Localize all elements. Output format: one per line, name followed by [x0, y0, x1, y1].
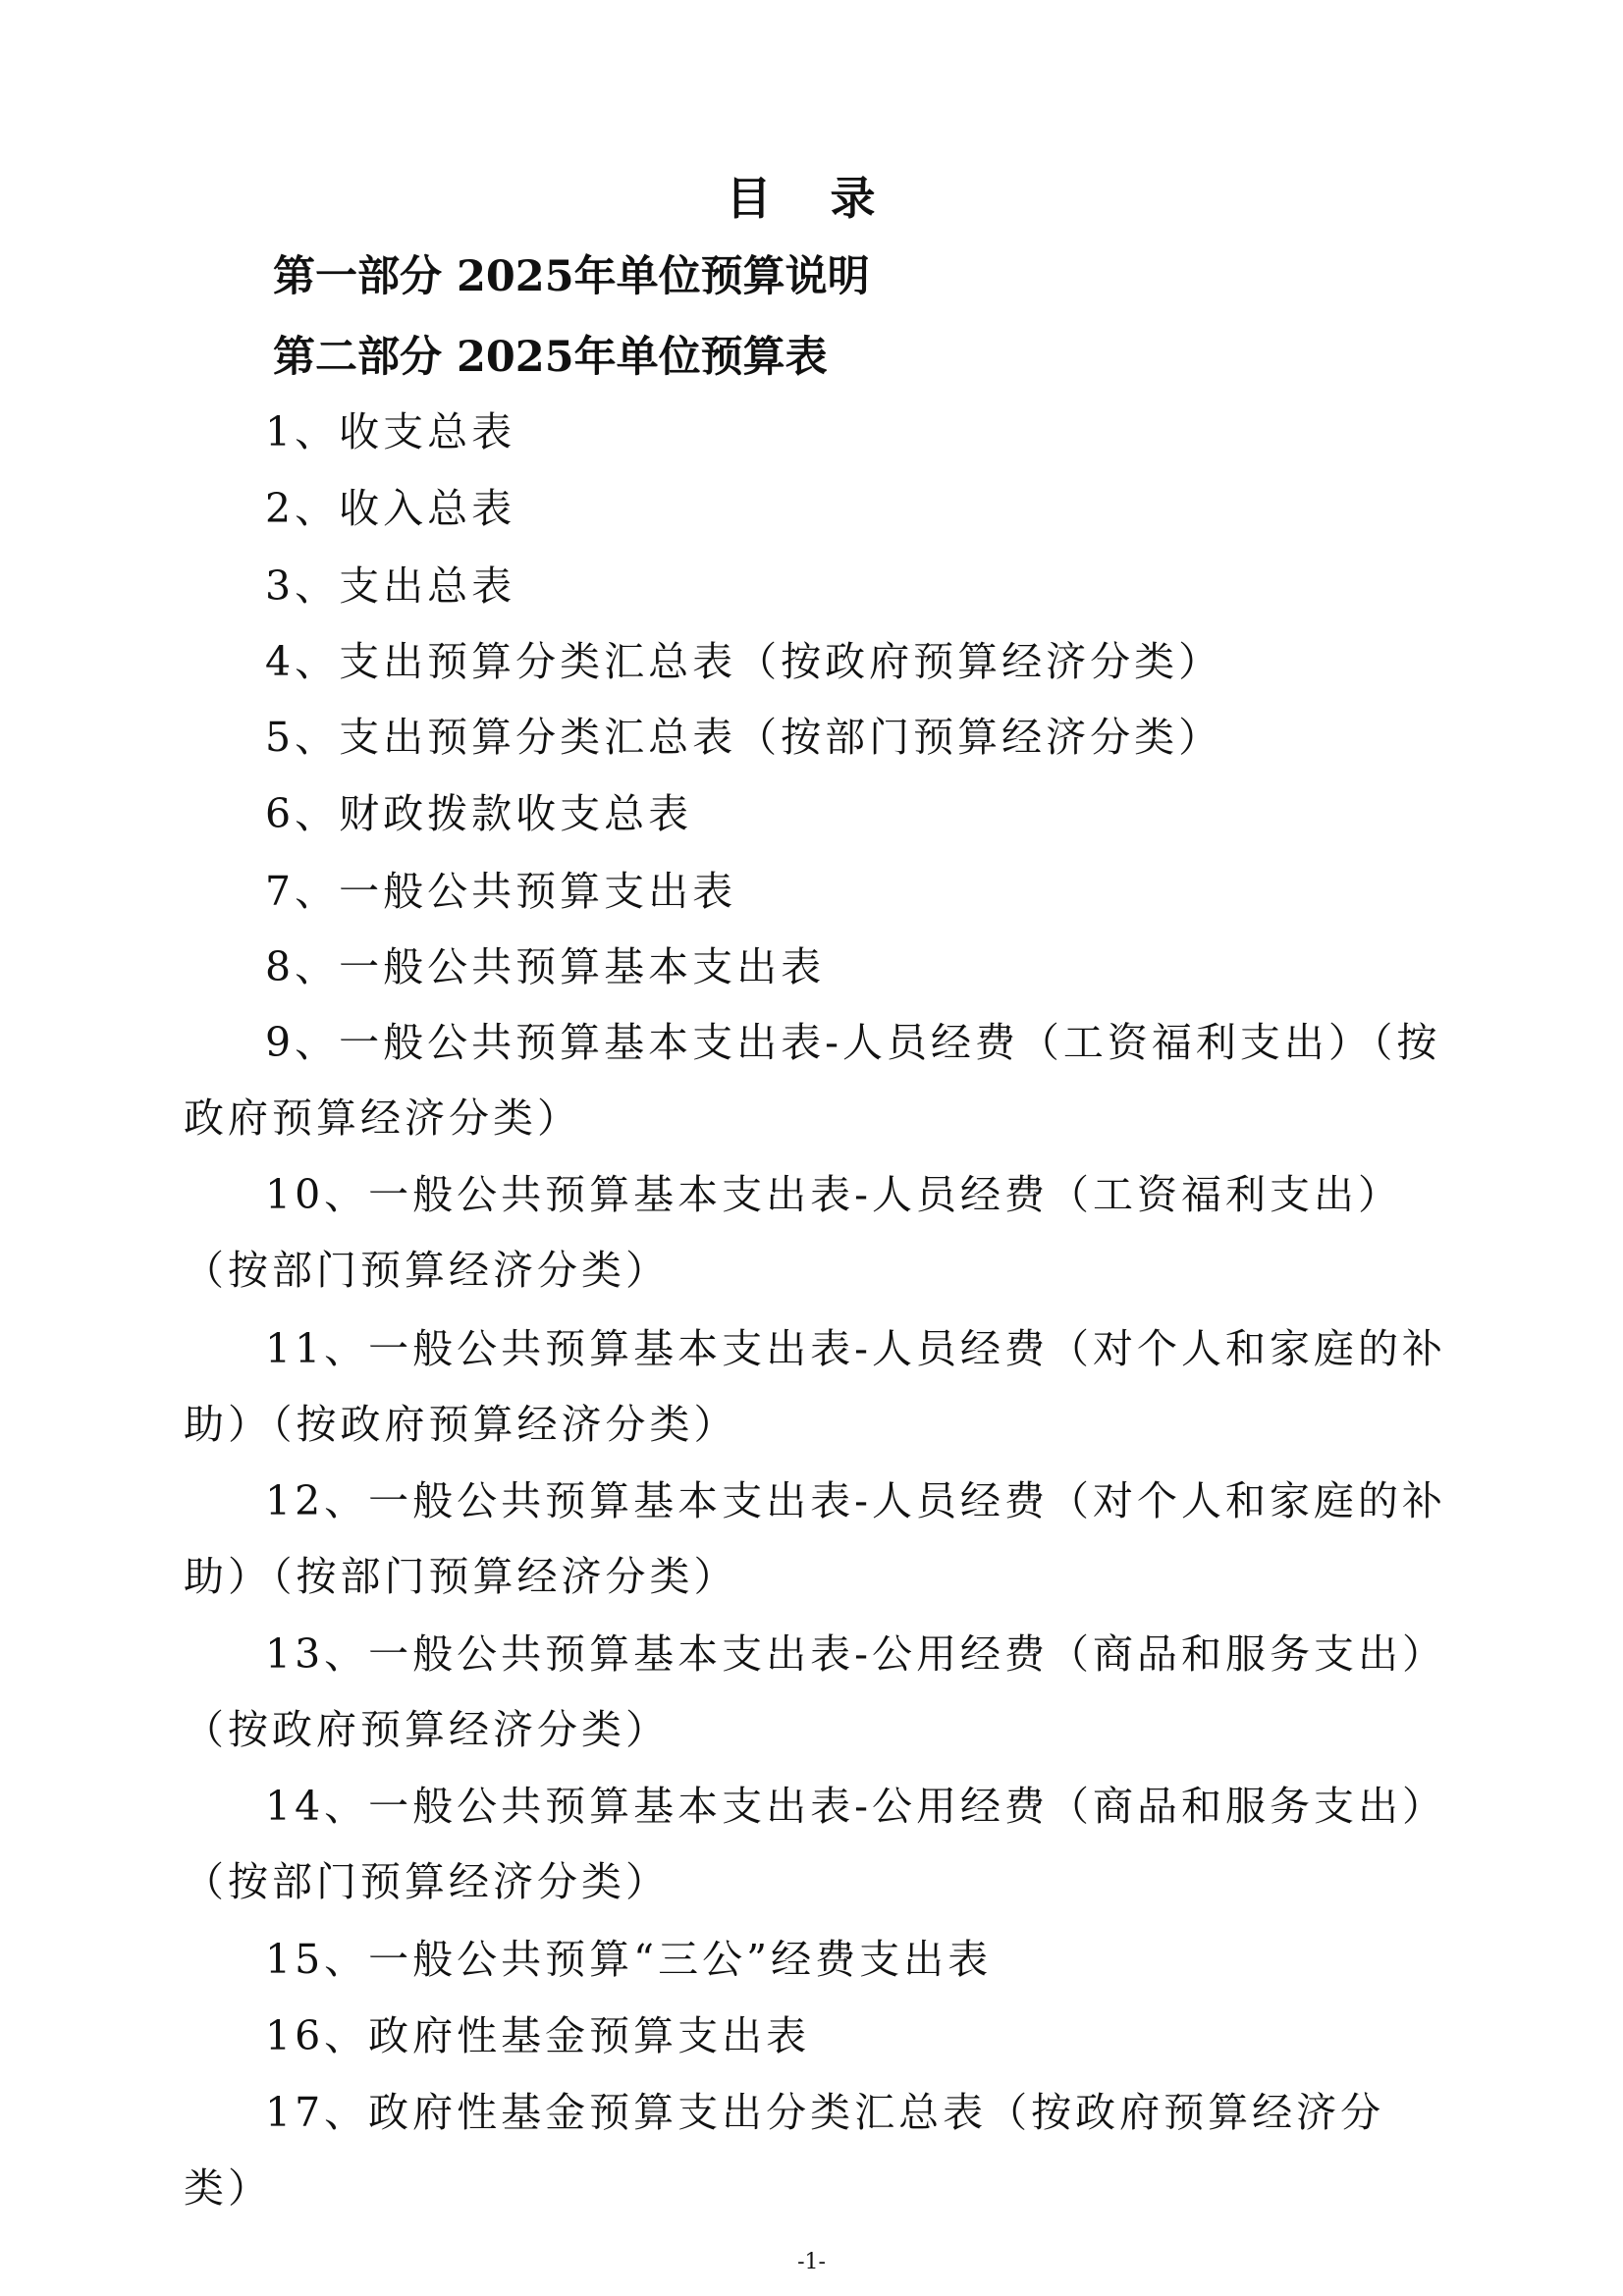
toc-entry-10: 10、一般公共预算基本支出表-人员经费（工资福利支出）（按部门预算经济分类）: [184, 1171, 1403, 1294]
toc-entry-15: 15、一般公共预算“三公”经费支出表: [265, 1936, 993, 1983]
toc-entry-4: 4、支出预算分类汇总表（按政府预算经济分类）: [265, 638, 1223, 685]
toc-entry-16: 16、政府性基金预算支出表: [265, 2012, 811, 2059]
toc-entry-7: 7、一般公共预算支出表: [265, 868, 737, 915]
toc-entry-12: 12、一般公共预算基本支出表-人员经费（对个人和家庭的补助）（按部门预算经济分类）: [184, 1477, 1447, 1600]
toc-entry-13: 13、一般公共预算基本支出表-公用经费（商品和服务支出）（按政府预算经济分类）: [184, 1630, 1447, 1753]
part-one-heading: 第一部分 2025年单位预算说明: [273, 252, 870, 301]
toc-entry-1: 1、收支总表: [265, 408, 516, 455]
toc-entry-11: 11、一般公共预算基本支出表-人员经费（对个人和家庭的补助）（按政府预算经济分类）: [184, 1325, 1447, 1448]
toc-entry-2: 2、收入总表: [265, 485, 516, 532]
toc-entry-6: 6、财政拨款收支总表: [265, 790, 693, 837]
toc-entry-9: 9、一般公共预算基本支出表-人员经费（工资福利支出）（按政府预算经济分类）: [184, 1019, 1441, 1142]
toc-entry-17: 17、政府性基金预算支出分类汇总表（按政府预算经济分类）: [184, 2089, 1385, 2212]
part-two-heading: 第二部分 2025年单位预算表: [273, 333, 828, 382]
toc-entry-5: 5、支出预算分类汇总表（按部门预算经济分类）: [265, 714, 1223, 761]
toc-title: 目 录: [726, 172, 897, 225]
toc-entry-3: 3、支出总表: [265, 562, 516, 610]
toc-entry-8: 8、一般公共预算基本支出表: [265, 943, 826, 990]
toc-entry-14: 14、一般公共预算基本支出表-公用经费（商品和服务支出）（按部门预算经济分类）: [184, 1783, 1447, 1905]
page-number: -1-: [797, 2250, 826, 2274]
